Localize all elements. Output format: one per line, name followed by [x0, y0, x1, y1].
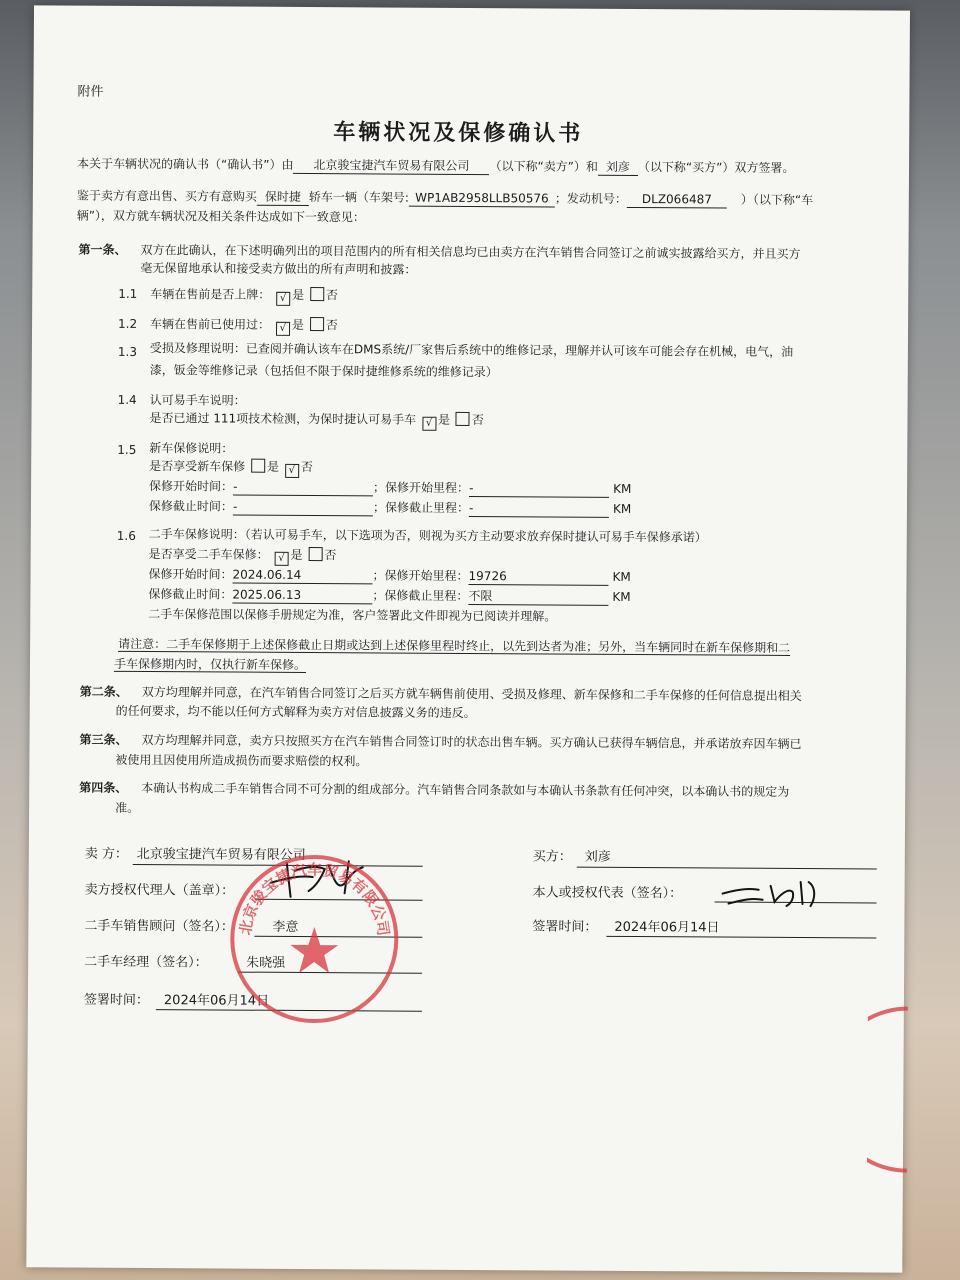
brand-field: 保时捷	[257, 189, 309, 206]
buyer-date: 2024年06月14日	[614, 919, 720, 936]
item-1-3-text-2: 漆，钣金等维修记录（包括但不限于保时捷维修系统的维修记录）	[149, 363, 498, 380]
manager-value: 朱晓强	[246, 955, 286, 971]
vin-field: WP1AB2958LLB50576	[409, 190, 555, 208]
used-warranty-scope: 二手车保修范围以保修手册规定为准，客户签署此文件即视为已阅读并理解。	[148, 607, 557, 624]
article-2-text: 双方均理解并同意，在汽车销售合同签订之后买方就车辆售前使用、受损及修理、新车保修和二手车保修的任何信息提出相关	[141, 684, 802, 704]
item-1-5-number: 1.5	[117, 442, 137, 457]
buyer-name-field: 刘彦	[598, 159, 638, 176]
item-1-5-no-checkbox: √	[285, 464, 299, 478]
item-1-5-text: 新车保修说明：	[149, 441, 234, 456]
used-warranty-end-time: 2025.06.13	[232, 587, 372, 605]
edge-seal	[867, 1004, 908, 1174]
article-3-label: 第三条、	[79, 732, 128, 747]
item-1-4-text: 认可易手车说明：	[149, 393, 246, 408]
item-1-4-no-checkbox	[456, 412, 470, 426]
item-1-1-no-checkbox	[310, 287, 324, 301]
intro-line-1: 本关于车辆状况的确认书（“确认书”）由 北京骏宝捷汽车贸易有限公司 （以下称“卖方”）和 刘彦 （以下称“买方”）双方签署。	[76, 156, 795, 175]
consultant-value: 李意	[272, 919, 299, 935]
used-warranty-end-row: 保修截止时间：2025.06.13 ；保修截止里程：不限 KM	[148, 587, 631, 604]
note-line-1: 请注意：二手车保修期于上述保修截止日期或达到上述保修里程时终止，以先到达者为准；另外，当车辆同时在新车保修期和二	[118, 636, 791, 655]
new-warranty-start-mileage: -	[469, 480, 609, 498]
seller-date: 2024年06月14日	[163, 993, 270, 1009]
seller-agent-label: 卖方授权代理人（盖章）：	[84, 882, 235, 899]
buyer-date-line	[606, 936, 876, 939]
seller-label: 卖 方：	[84, 846, 129, 862]
item-1-4-number: 1.4	[117, 392, 137, 407]
seller-name-field: 北京骏宝捷汽车贸易有限公司	[293, 157, 489, 175]
item-1-5: 是否享受新车保修 是 √ 否	[149, 458, 313, 478]
article-2-label: 第二条、	[79, 684, 128, 699]
item-1-6-text: 二手车保修说明：（若认可易手车，以下选项为否，则视为买方主动要求放弃保时捷认可易手车保修承诺）	[148, 527, 707, 545]
item-1-6-yes-checkbox: √	[274, 552, 288, 566]
intro-line-3: 辆”），双方就车辆状况及相关条件达成如下一致意见：	[76, 208, 365, 225]
item-1-5-yes-checkbox	[251, 459, 265, 473]
article-1-text: 双方在此确认，在下述明确列出的项目范围内的所有相关信息均已由卖方在汽车销售合同签订之前诚实披露给买方，并且买方	[140, 242, 801, 262]
item-1-6-no-checkbox	[308, 547, 322, 561]
document-page	[26, 5, 910, 1272]
item-1-1-number: 1.1	[118, 286, 138, 301]
note-line-2: 手车保修期内时，仅执行新车保修。	[113, 656, 307, 672]
company-seal	[224, 849, 405, 1030]
used-warranty-start-row: 保修开始时间：2024.06.14 ；保修开始里程：19726 KM	[148, 567, 631, 584]
buyer-signature-image	[718, 876, 828, 911]
used-warranty-start-time: 2024.06.14	[232, 567, 372, 585]
item-1-2-no-checkbox	[310, 317, 324, 331]
new-warranty-start-row: 保修开始时间：- ；保修开始里程：- KM	[149, 479, 632, 496]
item-1-6: 是否享受二手车保修： √ 是 否	[149, 546, 337, 566]
seller-date-label: 签署时间：	[83, 992, 149, 1009]
manager-label: 二手车经理（签名）：	[84, 954, 208, 971]
new-warranty-end-row: 保修截止时间：- ；保修截止里程：- KM	[148, 499, 632, 516]
consultant-label: 二手车销售顾问（签名）：	[84, 918, 234, 935]
svg-text:北京骏宝捷汽车贸易有限公司	[236, 860, 393, 937]
document-title: 车辆状况及保修确认书	[333, 120, 584, 147]
buyer-line	[577, 867, 877, 870]
item-1-2-number: 1.2	[118, 316, 138, 331]
buyer-value: 刘彦	[584, 849, 611, 865]
article-4-text-2: 准。	[115, 800, 140, 815]
engine-no-field: DLZ066487	[627, 191, 727, 209]
item-1-4: 是否已通过 111项技术检测，为保时捷认可易手车 √ 是 否	[149, 410, 484, 431]
new-warranty-start-time: -	[233, 479, 373, 497]
item-1-1: 车辆在售前是否上牌： √ 是 否	[150, 286, 338, 306]
used-warranty-end-mileage: 不限	[468, 588, 608, 606]
new-warranty-end-mileage: -	[469, 500, 609, 518]
item-1-3-text: 受损及修理说明：已查阅并确认该车在DMS系统/厂家售后系统中的维修记录，理解并认可该车可能会存在机械，电气，油	[149, 341, 794, 359]
intro-line-2: 鉴于卖方有意出售、买方有意购买 保时捷 轿车一辆（车架号: WP1AB2958LLB50576 ；发动机号： DLZ066487 ）（以下称“车	[76, 188, 814, 208]
article-3-text: 双方均理解并同意，卖方只按照买方在汽车销售合同签订时的状态出售车辆。买方确认已获得车辆信息，并承诺放弃因车辆已	[141, 732, 802, 752]
item-1-6-number: 1.6	[116, 528, 136, 543]
buyer-rep-label: 本人或授权代表（签名）：	[532, 885, 683, 902]
seller-value: 北京骏宝捷汽车贸易有限公司	[136, 846, 306, 864]
item-1-2-yes-checkbox: √	[276, 322, 290, 336]
article-3-text-2: 被使用且因使用所造成损伤而要求赔偿的权利。	[115, 752, 368, 769]
article-1-text-2: 毫无保留地承认和接受卖方做出的所有声明和披露：	[140, 260, 417, 277]
seal-text: 北京骏宝捷汽车贸易有限公司	[236, 860, 393, 938]
buyer-date-label: 签署时间：	[532, 919, 598, 935]
item-1-1-yes-checkbox: √	[276, 292, 290, 306]
buyer-label: 买方：	[532, 849, 572, 865]
item-1-3-number: 1.3	[117, 344, 138, 359]
used-warranty-start-mileage: 19726	[469, 568, 609, 586]
article-1-label: 第一条、	[78, 242, 127, 257]
item-1-4-yes-checkbox: √	[422, 417, 436, 431]
new-warranty-end-time: -	[233, 499, 373, 517]
article-4-text: 本确认书构成二手车销售合同不可分割的组成部分。汽车销售合同条款如与本确认书条款有任何冲突，以本确认书的规定为	[141, 780, 790, 799]
article-2-text-2: 的任何要求，均不能以任何方式解释为卖方对信息披露义务的违反。	[115, 703, 476, 721]
article-4-label: 第四条、	[79, 780, 128, 795]
item-1-2: 车辆在售前已使用过： √ 是 否	[150, 316, 338, 336]
annex-label: 附件	[77, 84, 104, 100]
